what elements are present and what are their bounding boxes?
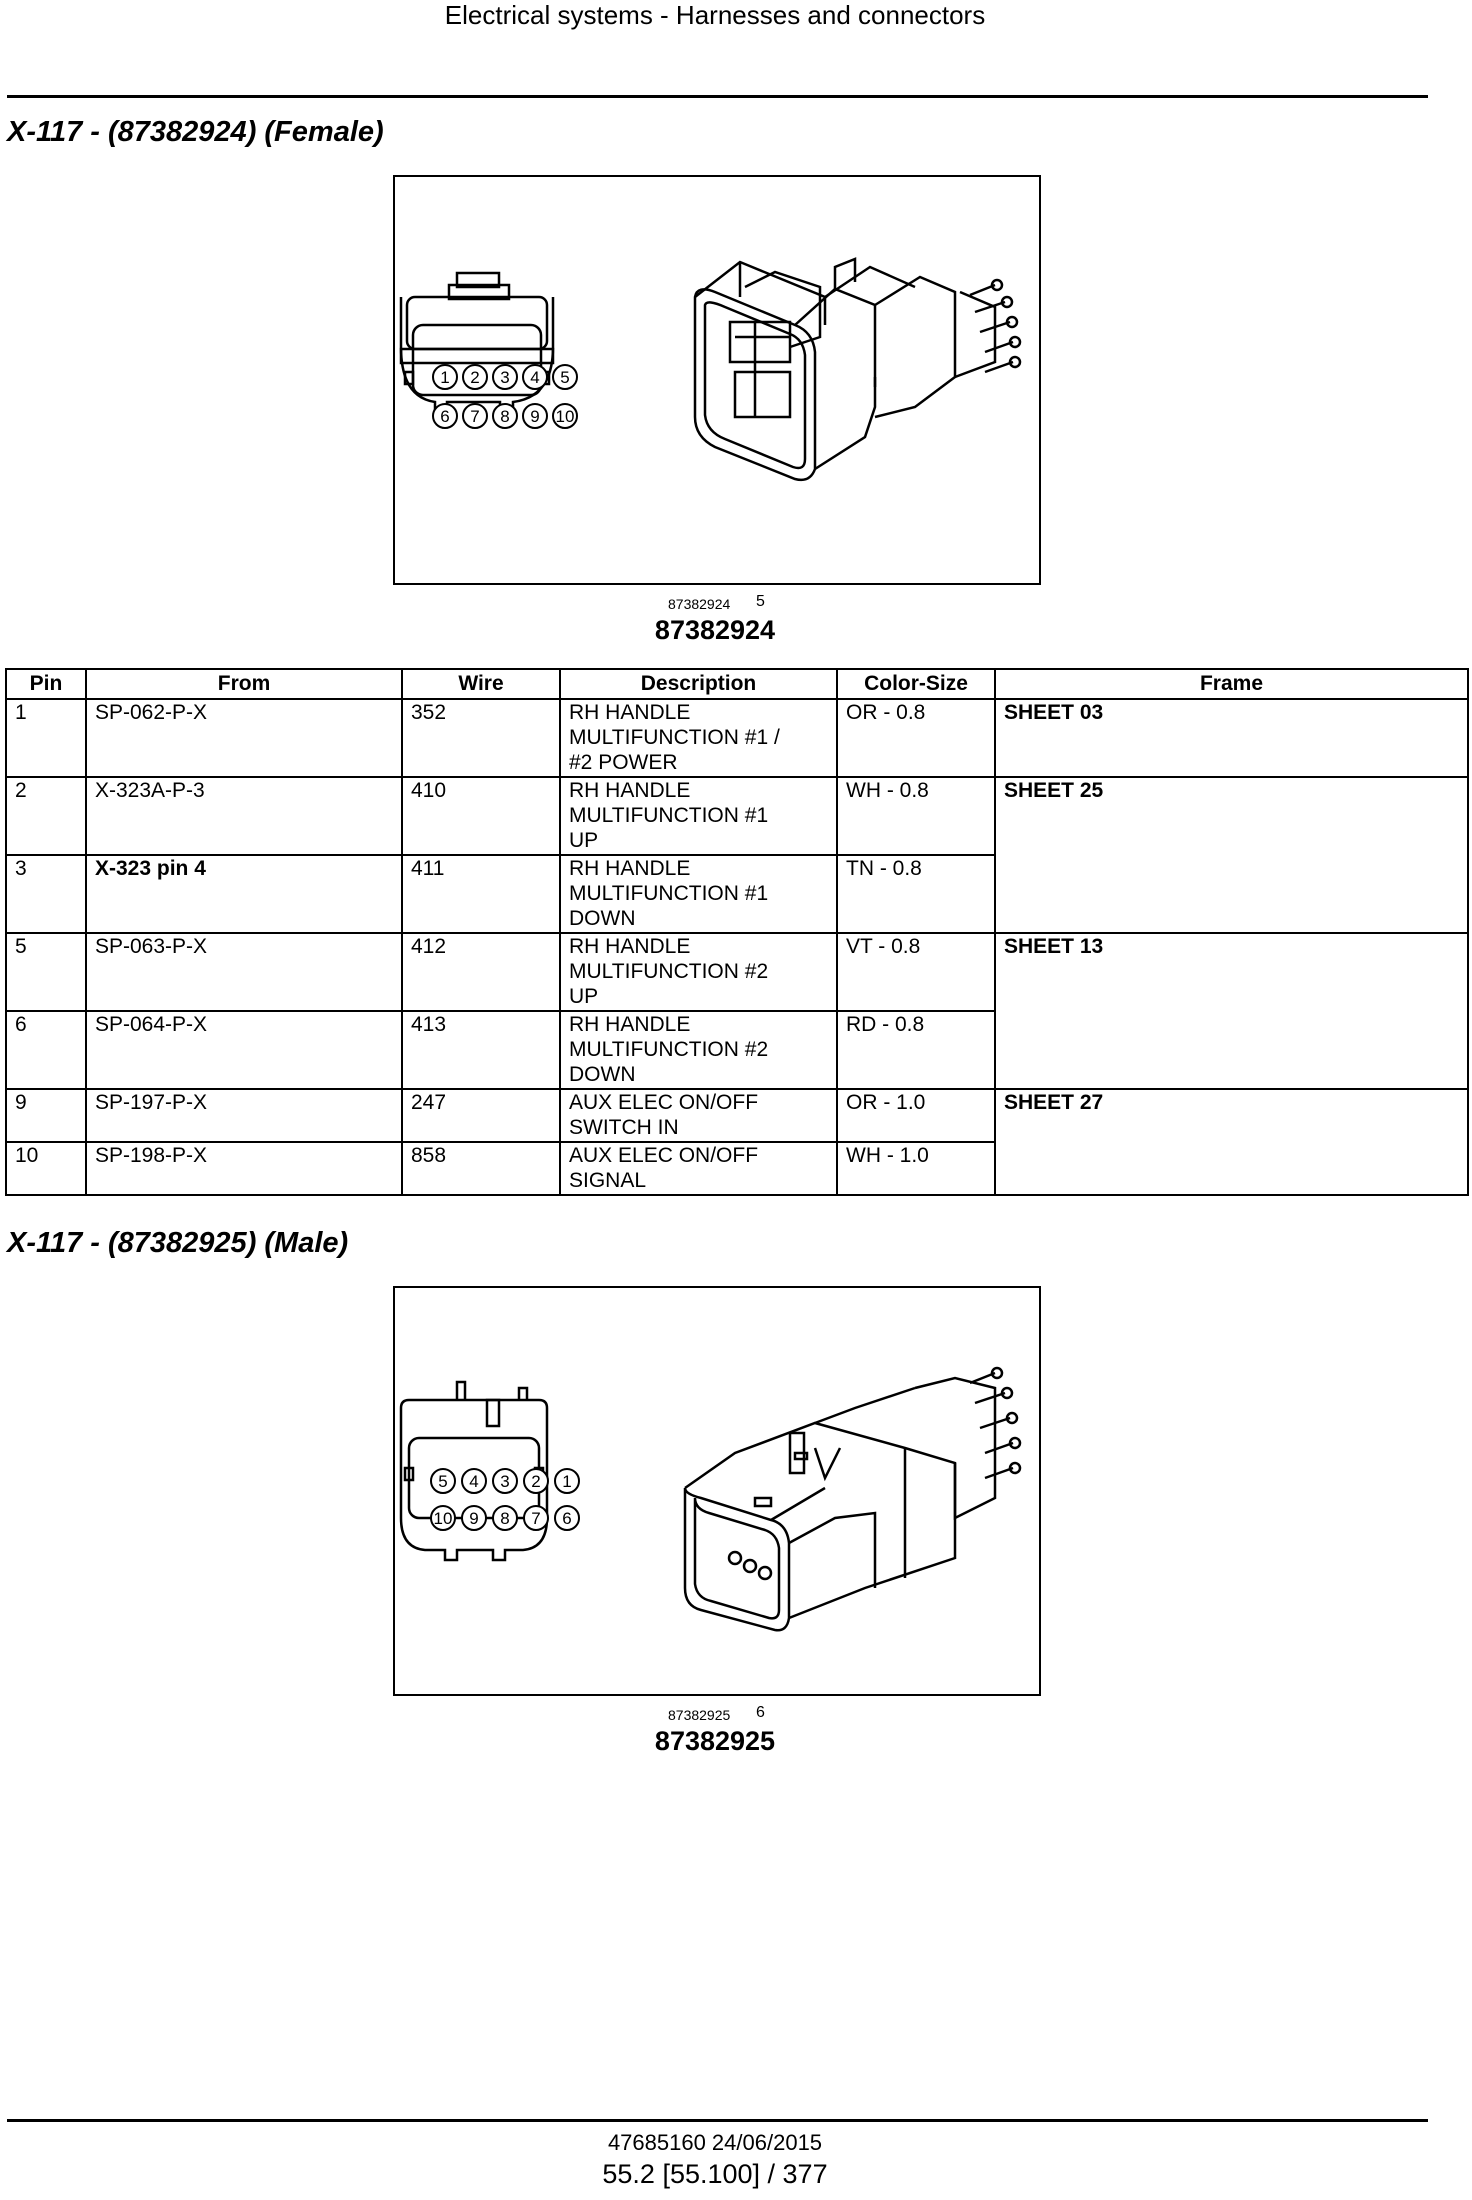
footer-page-ref: 55.2 [55.100] / 377 — [602, 2159, 828, 2189]
table-row — [6, 777, 1468, 855]
pin-label: 5 — [560, 368, 570, 387]
header-wire: Wire — [402, 669, 560, 699]
cell-pin: 9 — [6, 1089, 86, 1142]
pin-label: 10 — [433, 1509, 453, 1528]
cell-pin: 1 — [6, 699, 86, 777]
cell-pin: 5 — [6, 933, 86, 1011]
header-pin: Pin — [6, 669, 86, 699]
footer-rule — [7, 2119, 1428, 2122]
cell-color-size: OR - 1.0 — [837, 1089, 995, 1142]
cell-pin: 10 — [6, 1142, 86, 1195]
female-connector-drawing — [395, 177, 1039, 583]
figure-number: 5 — [756, 593, 765, 610]
cell-wire: 247 — [402, 1089, 560, 1142]
cell-from: SP-198-P-X — [86, 1142, 402, 1195]
section-title-female: X-117 - (87382924) (Female) — [7, 116, 384, 148]
pin-label: 9 — [530, 407, 540, 426]
figure-small-id: 87382925 — [668, 1707, 731, 1723]
pin-label: 5 — [438, 1472, 448, 1491]
pin-label: 9 — [469, 1509, 479, 1528]
section-title-male: X-117 - (87382925) (Male) — [7, 1227, 349, 1259]
male-connector-drawing — [395, 1288, 1039, 1694]
cell-wire: 413 — [402, 1011, 560, 1089]
figure-caption: 87382925 — [654, 1726, 776, 1756]
cell-frame: SHEET 03 — [995, 699, 1468, 777]
pin-label: 1 — [562, 1472, 572, 1491]
cell-color-size: TN - 0.8 — [837, 855, 995, 933]
header-frame: Frame — [995, 669, 1468, 699]
pin-table — [5, 668, 1469, 1196]
pin-label: 10 — [555, 407, 575, 426]
cell-color-size: OR - 0.8 — [837, 699, 995, 777]
cell-description: RH HANDLE MULTIFUNCTION #2 DOWN — [560, 1011, 837, 1089]
cell-wire: 411 — [402, 855, 560, 933]
header-description: Description — [560, 669, 837, 699]
cell-wire: 412 — [402, 933, 560, 1011]
cell-from: SP-062-P-X — [86, 699, 402, 777]
table-row — [6, 1089, 1468, 1142]
cell-color-size: WH - 0.8 — [837, 777, 995, 855]
header-rule — [7, 95, 1428, 98]
cell-from: SP-197-P-X — [86, 1089, 402, 1142]
cell-wire: 858 — [402, 1142, 560, 1195]
cell-pin: 6 — [6, 1011, 86, 1089]
table-row — [6, 699, 1468, 777]
cell-description: RH HANDLE MULTIFUNCTION #2 UP — [560, 933, 837, 1011]
pin-label: 6 — [562, 1509, 572, 1528]
cell-pin: 2 — [6, 777, 86, 855]
header-color-size: Color-Size — [837, 669, 995, 699]
pin-label: 3 — [500, 1472, 510, 1491]
pin-label: 4 — [530, 368, 540, 387]
cell-description: AUX ELEC ON/OFF SWITCH IN — [560, 1089, 837, 1142]
cell-wire: 410 — [402, 777, 560, 855]
header-from: From — [86, 669, 402, 699]
cell-pin: 3 — [6, 855, 86, 933]
cell-description: AUX ELEC ON/OFF SIGNAL — [560, 1142, 837, 1195]
pin-label: 6 — [440, 407, 450, 426]
pin-label: 2 — [470, 368, 480, 387]
pin-label: 8 — [500, 407, 510, 426]
footer-doc-number: 47685160 24/06/2015 — [607, 2130, 823, 2155]
cell-wire: 352 — [402, 699, 560, 777]
cell-description: RH HANDLE MULTIFUNCTION #1 UP — [560, 777, 837, 855]
male-connector-figure — [393, 1286, 1041, 1696]
figure-number: 6 — [756, 1704, 765, 1721]
cell-from: SP-064-P-X — [86, 1011, 402, 1089]
pin-label: 7 — [470, 407, 480, 426]
cell-color-size: RD - 0.8 — [837, 1011, 995, 1089]
cell-frame: SHEET 27 — [995, 1089, 1468, 1195]
figure-small-id: 87382924 — [668, 596, 731, 612]
pin-label: 8 — [500, 1509, 510, 1528]
cell-from: X-323A-P-3 — [86, 777, 402, 855]
pin-label: 7 — [531, 1509, 541, 1528]
cell-description: RH HANDLE MULTIFUNCTION #1 DOWN — [560, 855, 837, 933]
pin-label: 3 — [500, 368, 510, 387]
cell-color-size: VT - 0.8 — [837, 933, 995, 1011]
cell-color-size: WH - 1.0 — [837, 1142, 995, 1195]
page-header: Electrical systems - Harnesses and connectors — [444, 0, 986, 30]
cell-description: RH HANDLE MULTIFUNCTION #1 / #2 POWER — [560, 699, 837, 777]
cell-frame: SHEET 13 — [995, 933, 1468, 1089]
table-header-row — [6, 669, 1468, 699]
pin-label: 2 — [531, 1472, 541, 1491]
table-row — [6, 933, 1468, 1011]
cell-frame: SHEET 25 — [995, 777, 1468, 933]
female-connector-figure — [393, 175, 1041, 585]
pin-label: 4 — [469, 1472, 479, 1491]
pin-label: 1 — [440, 368, 450, 387]
cell-from: SP-063-P-X — [86, 933, 402, 1011]
cell-from: X-323 pin 4 — [86, 855, 402, 933]
figure-caption: 87382924 — [654, 615, 776, 645]
